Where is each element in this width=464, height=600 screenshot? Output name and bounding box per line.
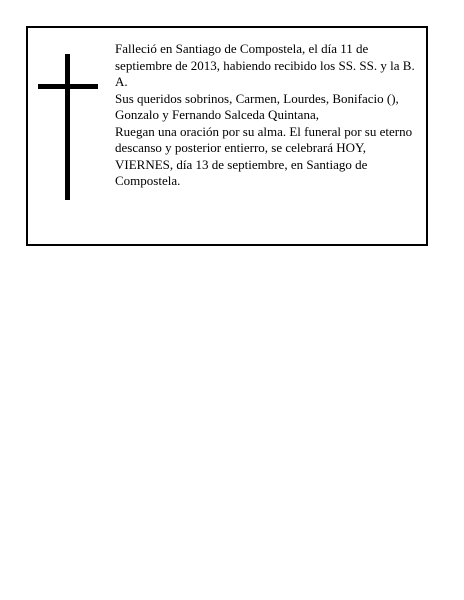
cross-vertical-bar <box>65 54 70 200</box>
notice-text <box>115 41 420 190</box>
death-announcement: Falleció en Santiago de Compostela, el día 11 de septiembre de 2013, habiendo recibido los SS. SS. y la B. A. <box>115 41 415 89</box>
cross-icon <box>38 54 98 200</box>
cross-horizontal-bar <box>38 84 98 89</box>
funeral-details: Ruegan una oración por su alma. El funeral por su eterno descanso y posterior entierro, se celebrará HOY, VIERNES, día 13 de septiembre, en Santiago de Compostela. <box>115 123 413 188</box>
obituary-notice <box>26 26 428 246</box>
relatives-list: Sus queridos sobrinos, Carmen, Lourdes, Bonifacio (), Gonzalo y Fernando Salceda Quintana, <box>115 90 399 122</box>
